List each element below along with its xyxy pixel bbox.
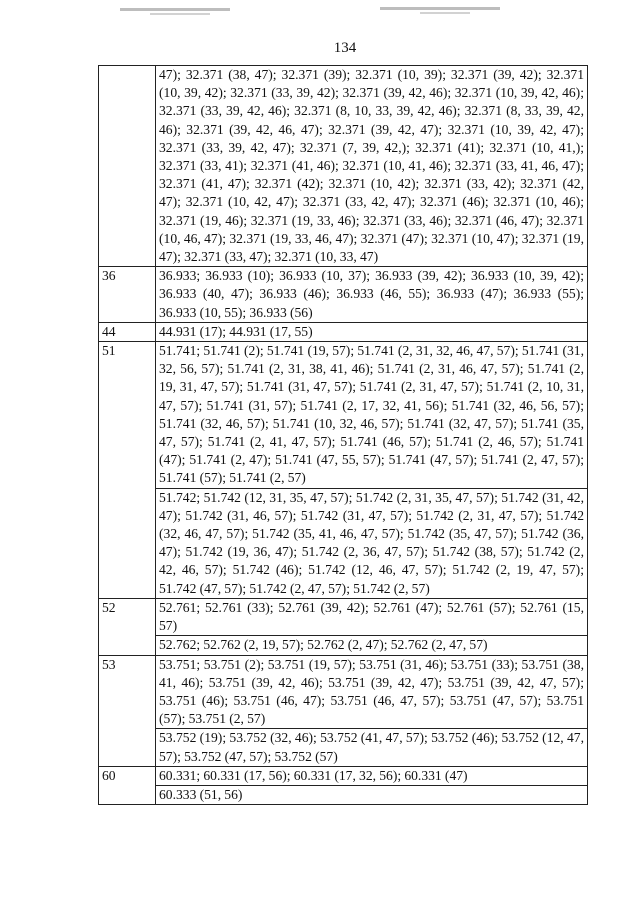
- row-text: 60.331; 60.331 (17, 56); 60.331 (17, 32, 56); 60.331 (47): [156, 766, 588, 785]
- scan-artifact-right: [380, 7, 500, 10]
- row-text: 51.741; 51.741 (2); 51.741 (19, 57); 51.741 (2, 31, 32, 46, 47, 57); 51.741 (31, 32, 56, 57); 51.741 (2, 31, 38, 41, 46); 51.741 (2, 31, 46, 47, 57); 51.741 (2, 19, 31, 47, 57); 51.741 (31, 47, 57); 51.741 (2, 31, 47, 57); 51.741 (2, 10, 31, 47, 57); 51.741 (31, 57); 51.741 (2, 17, 32, 41, 56); 51.741 (32, 46, 56, 57); 51.741 (32, 46, 57); 51.741 (10, 32, 46, 57); 51.741 (32, 47, 57); 51.741 (35, 47, 57); 51.741 (2, 41, 47, 57); 51.741 (46, 57); 51.741 (2, 46, 57); 51.741 (47); 51.741 (2, 47); 51.741 (47, 55, 57); 51.741 (47, 57); 51.741 (2, 47, 57); 51.741 (57); 51.741 (2, 57): [156, 342, 588, 489]
- row-key: 51: [99, 342, 156, 599]
- row-key: 36: [99, 267, 156, 323]
- row-text: 36.933; 36.933 (10); 36.933 (10, 37); 36.933 (39, 42); 36.933 (10, 39, 42); 36.933 (40, 47); 36.933 (46); 36.933 (46, 55); 36.933 (47); 36.933 (55); 36.933 (10, 55); 36.933 (56): [156, 267, 588, 323]
- page-number: 134: [333, 40, 357, 56]
- row-text: 53.752 (19); 53.752 (32, 46); 53.752 (41, 47, 57); 53.752 (46); 53.752 (12, 47, 57); 53.752 (47, 57); 53.752 (57): [156, 729, 588, 766]
- row-key: 44: [99, 322, 156, 341]
- table-row: [99, 66, 588, 267]
- codes-table: [98, 65, 588, 805]
- scan-artifact-left: [120, 8, 230, 11]
- row-text: 51.742; 51.742 (12, 31, 35, 47, 57); 51.742 (2, 31, 35, 47, 57); 51.742 (31, 42, 47); 51.742 (31, 46, 57); 51.742 (31, 47, 57); 51.742 (2, 31, 47, 57); 51.742 (32, 46, 47, 57); 51.742 (35, 41, 46, 47, 57); 51.742 (35, 47, 57); 51.742 (36, 47); 51.742 (19, 36, 47); 51.742 (2, 36, 47, 57); 51.742 (38, 57); 51.742 (2, 42, 46, 57); 51.742 (46); 51.742 (12, 46, 47, 57); 51.742 (2, 19, 47, 57); 51.742 (47, 57); 51.742 (2, 47, 57); 51.742 (2, 57): [156, 488, 588, 598]
- scan-artifact-left-2: [150, 13, 210, 15]
- table-row: [99, 729, 588, 766]
- row-text: 53.751; 53.751 (2); 53.751 (19, 57); 53.751 (31, 46); 53.751 (33); 53.751 (38, 41, 46); 53.751 (39, 42, 46); 53.751 (39, 42, 47); 53.751 (39, 42, 47, 57); 53.751 (46); 53.751 (46, 47); 53.751 (46, 47, 57); 53.751 (47, 57); 53.751 (57); 53.751 (2, 57): [156, 655, 588, 729]
- table-row: [99, 322, 588, 341]
- row-text: 44.931 (17); 44.931 (17, 55): [156, 322, 588, 341]
- table-row: [99, 598, 588, 635]
- table-row: [99, 267, 588, 323]
- row-key: [99, 66, 156, 267]
- table-row: [99, 766, 588, 785]
- table-row: [99, 342, 588, 489]
- row-key: 60: [99, 766, 156, 804]
- row-text: 47); 32.371 (38, 47); 32.371 (39); 32.371 (10, 39); 32.371 (39, 42); 32.371 (10, 39, 42); 32.371 (33, 39, 42); 32.371 (39, 42, 46); 32.371 (10, 39, 42, 46); 32.371 (33, 39, 42, 46); 32.371 (8, 10, 33, 39, 42, 46); 32.371 (8, 33, 39, 42, 46); 32.371 (39, 42, 46, 47); 32.371 (39, 42, 47); 32.371 (10, 39, 42, 47); 32.371 (33, 39, 42, 47); 32.371 (7, 39, 42,); 32.371 (41); 32.371 (10, 41,); 32.371 (33, 41); 32.371 (41, 46); 32.371 (10, 41, 46); 32.371 (33, 41, 46, 47); 32.371 (41, 47); 32.371 (42); 32.371 (10, 42); 32.371 (33, 42); 32.371 (42, 47); 32.371 (10, 42, 47); 32.371 (33, 42, 47); 32.371 (46); 32.371 (10, 46); 32.371 (19, 46); 32.371 (19, 33, 46); 32.371 (33, 46); 32.371 (46, 47); 32.371 (10, 46, 47); 32.371 (19, 33, 46, 47); 32.371 (47); 32.371 (10, 47); 32.371 (19, 47); 32.371 (33, 47); 32.371 (10, 33, 47): [156, 66, 588, 267]
- row-text: 52.762; 52.762 (2, 19, 57); 52.762 (2, 47); 52.762 (2, 47, 57): [156, 636, 588, 655]
- scan-artifact-right-2: [420, 12, 470, 14]
- table-row: [99, 785, 588, 804]
- table-row: [99, 636, 588, 655]
- row-text: 52.761; 52.761 (33); 52.761 (39, 42); 52.761 (47); 52.761 (57); 52.761 (15, 57): [156, 598, 588, 635]
- table-row: [99, 655, 588, 729]
- row-key: 53: [99, 655, 156, 766]
- row-key: 52: [99, 598, 156, 655]
- table-row: [99, 488, 588, 598]
- row-text: 60.333 (51, 56): [156, 785, 588, 804]
